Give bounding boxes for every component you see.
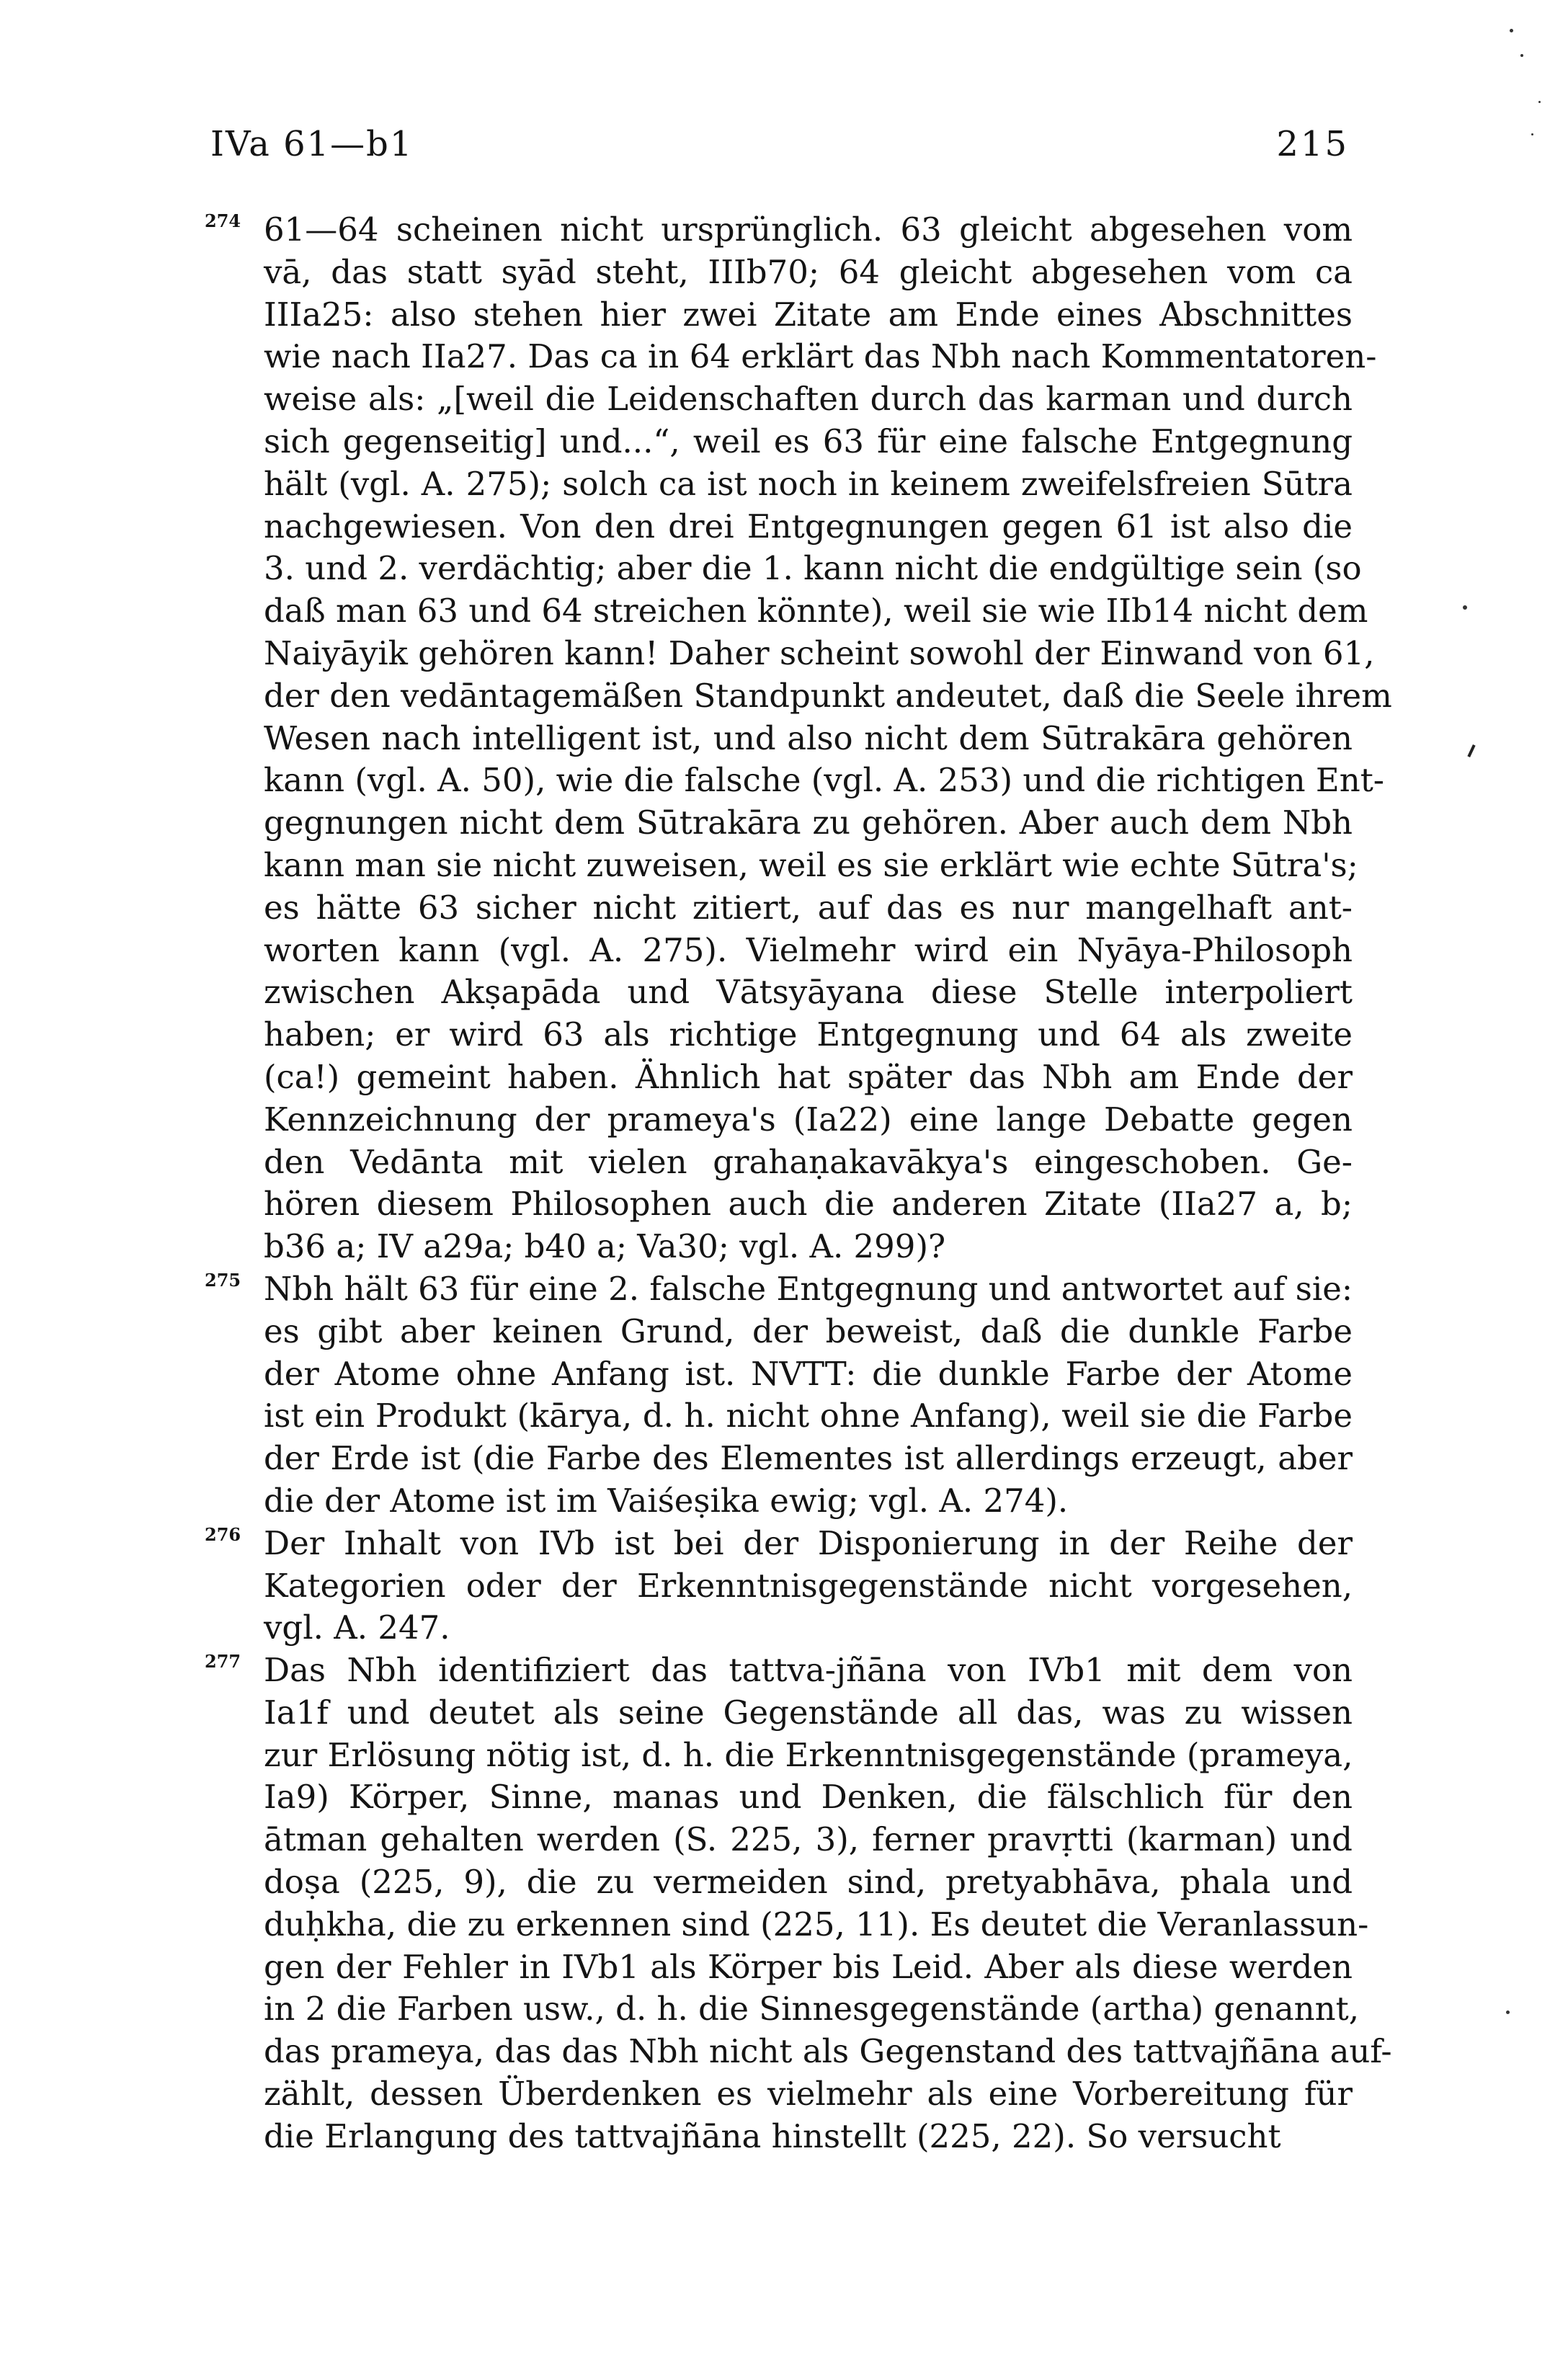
text-line: die der Atome ist im Vaiśeṣika ewig; vgl. A. 274). [264,1481,1069,1520]
text-line: Ia9) Körper, Sinne, manas und Denken, die fälschlich für den [264,1778,1353,1817]
text-line: vgl. A. 247. [264,1608,450,1647]
footnote-276 [205,1523,1353,1649]
text-line: 61—64 scheinen nicht ursprünglich. 63 gleicht abgesehen vom [264,210,1353,249]
page-number: 215 [1276,124,1349,164]
text-line: nachgewiesen. Von den drei Entgegnungen gegen 61 ist also die [264,507,1353,546]
scan-speck [1506,2011,1510,2014]
scan-speck [1463,605,1467,610]
text-line: Der Inhalt von IVb ist bei der Disponierung in der Reihe der [264,1523,1353,1562]
text-line: zwischen Akṣapāda und Vātsyāyana diese Stelle interpoliert [264,973,1353,1012]
footnote-number: 277 [205,1651,241,1673]
text-line: hält (vgl. A. 275); solch ca ist noch in keinem zweifelsfreien Sūtra [264,464,1353,503]
text-line: den Vedānta mit vielen grahaṇakavākya's eingeschoben. Ge- [264,1142,1353,1181]
footnote-number: 274 [205,210,241,231]
text-line: Das Nbh identifiziert das tattva-jñāna von IVb1 mit dem von [264,1651,1353,1690]
text-line: kann man sie nicht zuweisen, weil es sie erklärt wie echte Sūtra's; [264,845,1358,884]
footnote-275 [205,1268,1353,1523]
text-line: die Erlangung des tattvajñāna hinstellt (225, 22). So versucht [264,2116,1281,2155]
text-line: IIIa25: also stehen hier zwei Zitate am Ende eines Abschnittes [264,295,1353,334]
footnote-277 [205,1649,1392,2158]
text-line: kann (vgl. A. 50), wie die falsche (vgl. A. 253) und die richtigen Ent- [264,761,1385,800]
text-line: zählt, dessen Überdenken es vielmehr als eine Vorbereitung für [264,2075,1353,2114]
text-line: der Atome ohne Anfang ist. NVTT: die dunkle Farbe der Atome [264,1354,1353,1393]
text-line: 3. und 2. verdächtig; aber die 1. kann nicht die endgültige sein (so [264,549,1362,588]
text-line: hören diesem Philosophen auch die anderen Zitate (IIa27 a, b; [264,1185,1353,1224]
text-line: Nbh hält 63 für eine 2. falsche Entgegnung und antwortet auf sie: [264,1269,1353,1308]
running-header [210,115,1349,173]
scan-speck [1520,54,1523,57]
text-line: Kategorien oder der Erkenntnisgegenstände nicht vorgesehen, [264,1566,1353,1605]
text-line: der Erde ist (die Farbe des Elementes ist allerdings erzeugt, aber [264,1439,1353,1478]
footnote-274 [205,209,1392,1268]
text-line: ist ein Produkt (kārya, d. h. nicht ohne Anfang), weil sie die Farbe [264,1397,1353,1435]
text-line: haben; er wird 63 als richtige Entgegnung und 64 als zweite [264,1015,1353,1054]
text-line: Naiyāyik gehören kann! Daher scheint sowohl der Einwand von 61, [264,633,1375,672]
text-line: worten kann (vgl. A. 275). Vielmehr wird ein Nyāya-Philosoph [264,930,1353,969]
text-line: duḥkha, die zu erkennen sind (225, 11). Es deutet die Veranlassun- [264,1905,1369,1943]
text-line: b36 a; IV a29a; b40 a; Va30; vgl. A. 299)? [264,1227,946,1266]
text-line: Ia1f und deutet als seine Gegenstände all das, was zu wissen [264,1693,1353,1732]
text-line: wie nach IIa27. Das ca in 64 erklärt das Nbh nach Kommentatoren- [264,337,1377,376]
text-line: das prameya, das das Nbh nicht als Gegenstand des tattvajñāna auf- [264,2032,1392,2071]
text-line: (ca!) gemeint haben. Ähnlich hat später das Nbh am Ende der [264,1057,1353,1096]
text-line: vā, das statt syād steht, IIIb70; 64 gleicht abgesehen vom ca [264,252,1353,291]
text-line: in 2 die Farben usw., d. h. die Sinnesgegenstände (artha) genannt, [264,1990,1360,2029]
scan-mark [1467,744,1475,757]
text-line: doṣa (225, 9), die zu vermeiden sind, pretyabhāva, phala und [264,1863,1353,1902]
text-line: gegnungen nicht dem Sūtrakāra zu gehören. Aber auch dem Nbh [264,803,1353,842]
text-line: ātman gehalten werden (S. 225, 3), ferner pravṛtti (karman) und [264,1820,1353,1859]
text-line: sich gegenseitig] und...“, weil es 63 für eine falsche Entgegnung [264,422,1353,460]
text-line: es gibt aber keinen Grund, der beweist, daß die dunkle Farbe [264,1312,1353,1350]
text-line: daß man 63 und 64 streichen könnte), weil sie wie IIb14 nicht dem [264,592,1368,631]
footnote-number: 276 [205,1523,241,1545]
text-line: Kennzeichnung der prameya's (Ia22) eine lange Debatte gegen [264,1100,1353,1139]
text-line: es hätte 63 sicher nicht zitiert, auf das es nur mangelhaft ant- [264,888,1353,927]
header-section-ref: IVa 61—b1 [210,124,414,164]
scan-speck [1538,101,1541,103]
text-line: zur Erlösung nötig ist, d. h. die Erkenntnisgegenstände (prameya, [264,1735,1353,1774]
text-line: der den vedāntagemäßen Standpunkt andeutet, daß die Seele ihrem [264,676,1392,715]
scan-speck [1510,29,1513,32]
footnotes [205,209,1392,2158]
text-line: weise als: „[weil die Leidenschaften durch das karman und durch [264,380,1353,419]
text-line: Wesen nach intelligent ist, und also nicht dem Sūtrakāra gehören [264,718,1353,757]
text-line: gen der Fehler in IVb1 als Körper bis Leid. Aber als diese werden [264,1947,1353,1986]
footnote-number: 275 [205,1269,241,1291]
scan-speck [1531,133,1533,135]
